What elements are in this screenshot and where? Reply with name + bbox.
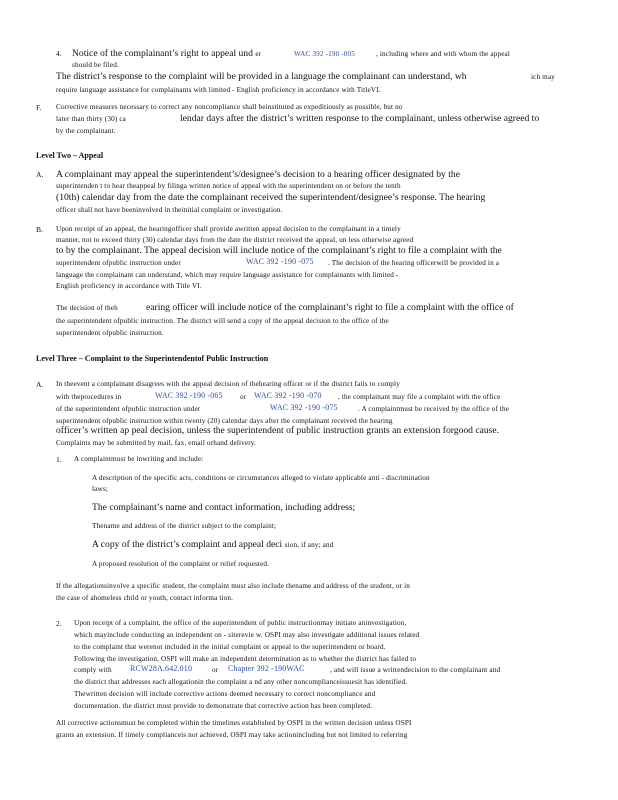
item-number: 1.	[56, 455, 62, 464]
text-line: , including where and with whom the appeal	[376, 50, 511, 58]
text-line: superintenden t to hear theappeal by filinga written notice of appeal with the superintendent on or before the tenth	[56, 182, 401, 190]
text-line: the superintendent ofpublic instruction. The district will send a copy of the appeal decision to the office of the	[56, 317, 389, 325]
level-three-heading: Level Three – Complaint to the Superintendentof Public Instruction	[36, 354, 269, 363]
text-line: A complainant may appeal the superintendent’s/designee’s decision to a hearing officer designated by the	[56, 169, 460, 180]
text-line: Upon receipt of a complaint, the office of the superintendent of public instructionmay initiate aninvestigation,	[74, 619, 407, 627]
text-line: earing officer will include notice of the complainant’s right to file a complaint with the office of	[146, 302, 514, 313]
list-item: A proposed resolution of the complaint or relief requested.	[92, 560, 270, 568]
text-line: documentation. the district must provide to demonstrate that corrective action has been completed.	[74, 702, 373, 710]
text-line: the district that addresses each allegationin the complaint a nd any other noncomplianceissuesit has identified.	[74, 678, 408, 686]
text-line: later than thirty (30) ca	[56, 115, 127, 123]
text-line: should be filed.	[72, 61, 119, 69]
item-label: A.	[36, 380, 44, 389]
wac-link-075-level3[interactable]: WAC 392 -190 -075	[270, 403, 338, 412]
level-two-heading: Level Two – Appeal	[36, 151, 104, 160]
text-line: to the complaint that werenot included in the initial complaint or appeal to the superintendent or board.	[74, 643, 386, 651]
item-label: F.	[36, 103, 42, 112]
text-line: superintendent ofpublic instruction within twenty (20) calendar days after the complainant received the hearing	[56, 417, 393, 425]
text-line: of the superintendent ofpublic instruction under	[56, 405, 201, 413]
text-line: manner, not to exceed thirty (30) calendar days from the date the district received the appeal, un less otherwise agreed	[56, 236, 414, 244]
text-line: the case of ahomeless child or youth, contact informa tion.	[56, 594, 234, 602]
text-line: Following the investigation, OSPI will make an independent determination as to whether the district has failed to	[74, 655, 417, 663]
item-label: B.	[36, 225, 43, 234]
wac-link-070[interactable]: WAC 392 -190 -070	[254, 391, 322, 400]
text-line: (10th) calendar day from the date the complainant received the superintendent/designee’s response. The hearing	[56, 192, 486, 203]
text-line: Complaints may be submitted by mail, fax, email orhand delivery.	[56, 439, 256, 447]
text-line: , and will issue a writtendecision to the complainant and	[330, 666, 501, 674]
wac-link-065[interactable]: WAC 392 -190 -065	[155, 391, 223, 400]
text-line: The decision of theh	[56, 304, 118, 312]
text-line: superintendent ofpublic instruction under	[56, 259, 181, 267]
text-line: or	[212, 666, 219, 674]
wac-link-005[interactable]: WAC 392 -190 -005	[294, 50, 356, 58]
text-line: English proficiency in accordance with Title VI.	[56, 282, 202, 290]
item-number: 4.	[56, 49, 62, 58]
list-item: The complainant’s name and contact information, including address;	[92, 502, 356, 513]
list-item: A copy of the district’s complaint and appeal deci sion, if any; and	[92, 539, 334, 550]
text-line: lendar days after the district’s written response to the complainant, unless otherwise agreed to	[180, 113, 540, 124]
text-line: by the complainant.	[56, 127, 116, 135]
text-line: Notice of the complainant’s right to appeal und er	[72, 48, 262, 59]
text-line: grants an extension. If timely complianceis not achieved, OSPI may take actionincluding but not limited to referring	[56, 731, 408, 739]
text-line: All corrective actionsmust be completed within the timelines established by OSPI in the written decision unless OSPI	[56, 719, 412, 727]
text-line: officer shall not have beeninvolved in theinitial complaint or investigation.	[56, 206, 283, 214]
list-item: A description of the specific acts, conditions or circumstances alleged to violate applicable anti - discrimination	[92, 474, 430, 482]
text-line: with theprocedures in	[56, 393, 122, 401]
text-line: superintendent ofpublic instruction.	[56, 329, 164, 337]
text-line: require language assistance for complainants with limited - English proficiency in accordance with TitleVI.	[56, 86, 381, 94]
rcw-link[interactable]: RCW28A.642.010	[130, 664, 193, 673]
text-line: A complaintmust be inwriting and include:	[74, 455, 204, 463]
text-line: which mayinclude conducting an independent on - siterevie w. OSPI may also investigate additional issues related	[74, 631, 420, 639]
text-line: officer’s written ap peal decision, unless the superintendent of public instruction grants an extension forgood cause.	[56, 425, 500, 436]
text-line: , the complainant may file a complaint with the office	[338, 393, 501, 401]
text-line: ich may	[531, 73, 556, 81]
wac-link-075[interactable]: WAC 392 -190 -075	[246, 257, 314, 266]
text-line: to by the complainant. The appeal decision will include notice of the complainant’s right to file a complaint with the	[56, 245, 502, 256]
text-line: If the allegationsinvolve a specific student, the complaint must also include thename and address of the student, or in	[56, 582, 410, 590]
text-line: or	[240, 393, 247, 401]
text-line: Corrective measures necessary to correct any noncompliance shall beinstituted as expeditiously as possible, but no	[56, 103, 403, 111]
list-item-continuation: laws;	[92, 485, 108, 493]
text-line: In theevent a complainant disagrees with the appeal decision of thehearing officer or if the district fails to comply	[56, 380, 400, 388]
item-number: 2.	[56, 619, 62, 628]
text-line: . The decision of the hearing officerwill be provided in a	[328, 259, 500, 267]
list-item: Thename and address of the district subject to the complaint;	[92, 522, 277, 530]
text-line: Upon receipt of an appeal, the hearingofficer shall provide awritten appeal decision to the complainant in a timely	[56, 225, 401, 233]
text-line: Thewritten decision will include corrective actions deemed necessary to correct noncompliance and	[74, 690, 376, 698]
text-line: comply with	[74, 666, 112, 674]
item-label: A.	[36, 170, 44, 179]
text-line: language the complainant can understand, which may require language assistance for complainants with limited -	[56, 271, 399, 279]
text-line: . A complaintmust be received by the office of the	[358, 405, 510, 413]
text-line: The district’s response to the complaint will be provided in a language the complainant can understand, wh	[56, 71, 467, 82]
chapter-link[interactable]: Chapter 392 -190WAC	[228, 664, 305, 673]
